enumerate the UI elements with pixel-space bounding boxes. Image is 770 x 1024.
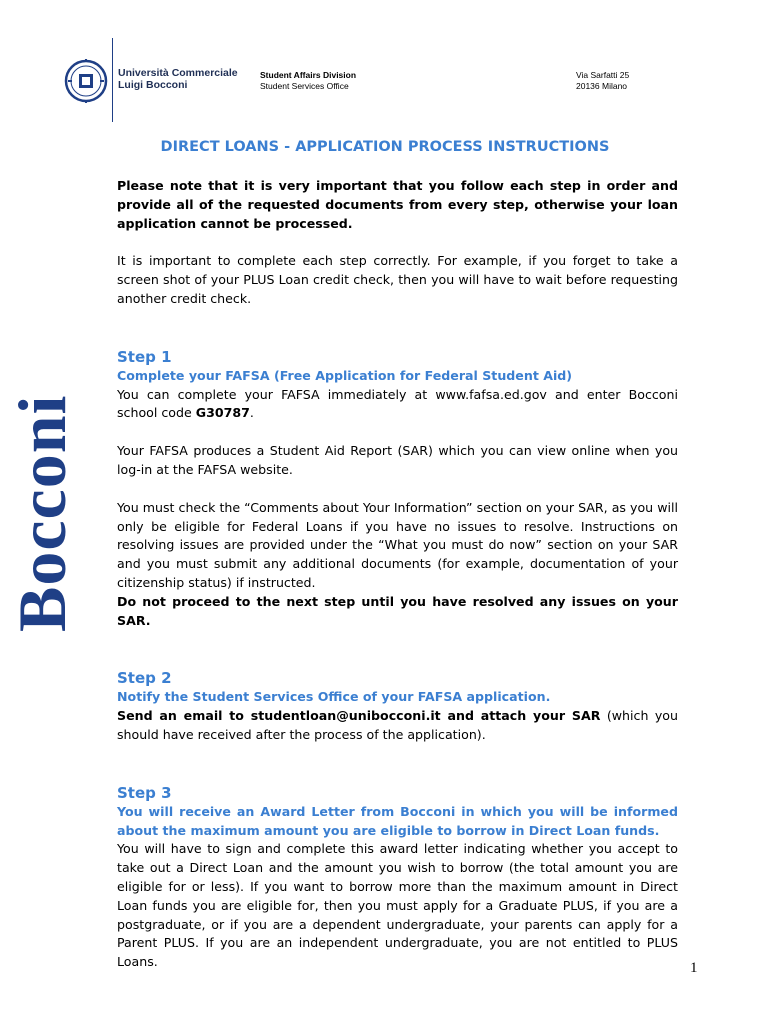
- document-title: DIRECT LOANS - APPLICATION PROCESS INSTRUCTIONS: [160, 139, 610, 155]
- office-name: Student Services Office: [260, 81, 349, 91]
- step3-heading: Step 3: [117, 783, 172, 802]
- step2-heading: Step 2: [117, 669, 172, 688]
- university-name-line2: Luigi Bocconi: [118, 79, 188, 91]
- step1-subheading: Complete your FAFSA (Free Application for Federal Student Aid): [117, 367, 573, 383]
- division-name: Student Affairs Division: [260, 70, 357, 80]
- address-city: 20136 Milano: [576, 81, 628, 91]
- address-street: Via Sarfatti 25: [576, 70, 630, 80]
- step2-email-instruction: Send an email to studentloan@unibocconi.it and attach your SAR: [117, 708, 601, 724]
- address-block: [576, 70, 629, 92]
- step1-paragraph2: Your FAFSA produces a Student Aid Report (SAR) which you can view online when you log-in at the FAFSA website.: [117, 443, 678, 477]
- university-seal-icon: [64, 58, 108, 104]
- intro-note: Please note that it is very important that you follow each step in order and provide all of the requested documents from every step, otherwise your loan application cannot be processed.: [117, 178, 678, 231]
- step1-paragraph3: You must check the “Comments about Your Information” section on your SAR, as you will only be eligible for Federal Loans if you have no issues to resolve. Instructions on resolving issues are provided under the “What you must do now” section on your SAR and you must submit any additional documents (for example, documentation of your citizenship status) if instructed.: [117, 499, 678, 590]
- university-name-line1: Università Commerciale: [118, 67, 238, 79]
- intro-paragraph: It is important to complete each step correctly. For example, if you forget to take a screen shot of your PLUS Loan credit check, then you will have to wait before requesting another credit check.: [117, 253, 678, 306]
- step3-paragraph1: You will have to sign and complete this award letter indicating whether you accept to take out a Direct Loan and the amount you wish to borrow (the total amount you are eligible for or less). If you want to borrow more than the maximum amount in Direct Loan funds you are eligible for, then you must apply for a Graduate PLUS, if you are a postgraduate, or if you are a dependent undergraduate, your parents can apply for a Parent PLUS. If you are an independent undergraduate, you are not entitled to PLUS Loans.: [117, 841, 678, 970]
- school-code: G30787: [195, 405, 250, 421]
- department-block: [260, 70, 356, 92]
- page-number: 1: [690, 960, 698, 976]
- step3-subheading: You will receive an Award Letter from Bocconi in which you will be informed about the maximum amount you are eligible to borrow in Direct Loan funds.: [117, 803, 678, 838]
- step1-paragraph1: [117, 386, 678, 424]
- document-body: [117, 177, 678, 972]
- header-divider: [112, 38, 113, 122]
- university-name: [118, 67, 238, 91]
- step1-heading: Step 1: [117, 347, 172, 366]
- step2-paragraph1: [117, 707, 678, 745]
- step2-p1-rest: (which you should have received after the process of the application).: [117, 708, 678, 742]
- step1-p1-text: You can complete your FAFSA immediately at www.fafsa.ed.gov and enter Bocconi school code: [117, 386, 678, 421]
- step2-subheading: Notify the Student Services Office of your FAFSA application.: [117, 689, 551, 705]
- vertical-brand-logo: Bocconi: [4, 394, 80, 632]
- step1-p1-end: .: [249, 405, 254, 421]
- step1-paragraph4: Do not proceed to the next step until you have resolved any issues on your SAR.: [117, 593, 678, 628]
